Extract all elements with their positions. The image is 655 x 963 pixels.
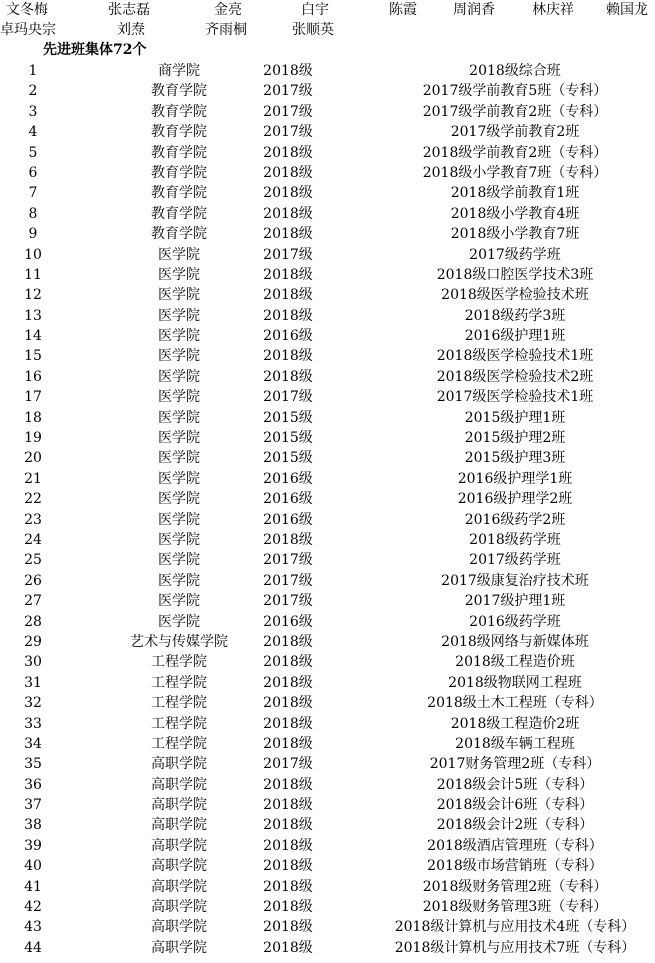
row-number: 23 bbox=[24, 511, 42, 528]
grade-cell: 2017级 bbox=[263, 593, 313, 610]
table-row bbox=[0, 163, 655, 183]
class-name-cell: 2017级学前教育5班（专科） bbox=[422, 83, 608, 100]
row-number: 19 bbox=[24, 430, 42, 447]
names-row-2 bbox=[0, 20, 655, 40]
college-cell: 高职学院 bbox=[151, 939, 207, 956]
college-cell: 高职学院 bbox=[151, 878, 207, 895]
table-row bbox=[0, 734, 655, 754]
grade-cell: 2017级 bbox=[263, 552, 313, 569]
grade-cell: 2018级 bbox=[263, 939, 313, 956]
college-cell: 医学院 bbox=[158, 328, 200, 345]
class-name-cell: 2018级小学教育4班 bbox=[450, 205, 580, 222]
table-row bbox=[0, 673, 655, 693]
row-number: 20 bbox=[24, 450, 42, 467]
class-name-cell: 2018级酒店管理班（专科） bbox=[427, 837, 603, 854]
grade-cell: 2018级 bbox=[263, 899, 313, 916]
class-name-cell: 2018级会计5班（专科） bbox=[436, 776, 594, 793]
table-row bbox=[0, 428, 655, 448]
person-name: 白宇 bbox=[301, 2, 329, 18]
college-cell: 高职学院 bbox=[151, 817, 207, 834]
table-row bbox=[0, 245, 655, 265]
grade-cell: 2018级 bbox=[263, 797, 313, 814]
grade-cell: 2017级 bbox=[263, 103, 313, 120]
grade-cell: 2017级 bbox=[263, 246, 313, 263]
row-number: 26 bbox=[24, 572, 42, 589]
class-name-cell: 2018级财务管理3班（专科） bbox=[422, 899, 608, 916]
table-row bbox=[0, 122, 655, 142]
grade-cell: 2018级 bbox=[263, 287, 313, 304]
class-name-cell: 2018级小学教育7班（专科） bbox=[422, 164, 608, 181]
college-cell: 医学院 bbox=[158, 531, 200, 548]
college-cell: 教育学院 bbox=[151, 164, 207, 181]
row-number: 11 bbox=[24, 266, 42, 283]
class-name-cell: 2015级护理1班 bbox=[464, 409, 566, 426]
table-row bbox=[0, 61, 655, 81]
row-number: 31 bbox=[24, 674, 42, 691]
table-row bbox=[0, 204, 655, 224]
row-number: 40 bbox=[24, 858, 42, 875]
row-number: 24 bbox=[24, 531, 42, 548]
table-row bbox=[0, 346, 655, 366]
college-cell: 艺术与传媒学院 bbox=[130, 633, 228, 650]
person-name: 张顺英 bbox=[292, 22, 334, 38]
grade-cell: 2018级 bbox=[263, 368, 313, 385]
person-name: 陈霞 bbox=[389, 2, 417, 18]
grade-cell: 2018级 bbox=[263, 63, 313, 79]
section-title: 先进班集体72个 bbox=[43, 42, 147, 58]
grade-cell: 2018级 bbox=[263, 776, 313, 793]
college-cell: 商学院 bbox=[158, 63, 200, 79]
class-name-cell: 2018级物联网工程班 bbox=[448, 674, 582, 691]
table-row bbox=[0, 836, 655, 856]
row-number: 15 bbox=[24, 348, 42, 365]
row-number: 25 bbox=[24, 552, 42, 569]
row-number: 3 bbox=[28, 103, 38, 120]
table-row bbox=[0, 448, 655, 468]
college-cell: 工程学院 bbox=[151, 735, 207, 752]
grade-cell: 2015级 bbox=[263, 430, 313, 447]
table-row bbox=[0, 489, 655, 509]
person-name: 文冬梅 bbox=[6, 2, 48, 18]
grade-cell: 2018级 bbox=[263, 164, 313, 181]
table-row bbox=[0, 612, 655, 632]
grade-cell: 2018级 bbox=[263, 185, 313, 202]
row-number: 28 bbox=[24, 613, 42, 630]
table-row bbox=[0, 550, 655, 570]
row-number: 21 bbox=[24, 470, 42, 487]
row-number: 38 bbox=[24, 817, 42, 834]
college-cell: 医学院 bbox=[158, 389, 200, 406]
row-number: 4 bbox=[28, 124, 38, 141]
row-number: 2 bbox=[28, 83, 38, 100]
college-cell: 工程学院 bbox=[151, 715, 207, 732]
table-row bbox=[0, 938, 655, 958]
college-cell: 医学院 bbox=[158, 307, 200, 324]
grade-cell: 2018级 bbox=[263, 837, 313, 854]
row-number: 7 bbox=[28, 185, 38, 202]
table-row bbox=[0, 917, 655, 937]
table-row bbox=[0, 306, 655, 326]
table-row bbox=[0, 795, 655, 815]
college-cell: 教育学院 bbox=[151, 205, 207, 222]
college-cell: 医学院 bbox=[158, 266, 200, 283]
class-name-cell: 2016级护理学2班 bbox=[457, 491, 573, 508]
row-number: 36 bbox=[24, 776, 42, 793]
grade-cell: 2016级 bbox=[263, 328, 313, 345]
grade-cell: 2018级 bbox=[263, 266, 313, 283]
class-name-cell: 2018级医学检验技术2班 bbox=[436, 368, 594, 385]
class-name-cell: 2018级会计6班（专科） bbox=[436, 797, 594, 814]
grade-cell: 2015级 bbox=[263, 450, 313, 467]
grade-cell: 2016级 bbox=[263, 470, 313, 487]
row-number: 27 bbox=[24, 593, 42, 610]
row-number: 9 bbox=[28, 226, 38, 243]
college-cell: 高职学院 bbox=[151, 919, 207, 936]
college-cell: 高职学院 bbox=[151, 797, 207, 814]
table-row bbox=[0, 530, 655, 550]
row-number: 8 bbox=[28, 205, 38, 222]
college-cell: 医学院 bbox=[158, 470, 200, 487]
class-name-cell: 2015级护理3班 bbox=[464, 450, 566, 467]
class-name-cell: 2016级护理1班 bbox=[464, 328, 566, 345]
class-name-cell: 2018级车辆工程班 bbox=[455, 735, 575, 752]
row-number: 43 bbox=[24, 919, 42, 936]
person-name: 赖国龙 bbox=[606, 2, 648, 18]
table-row bbox=[0, 571, 655, 591]
grade-cell: 2016级 bbox=[263, 511, 313, 528]
table-row bbox=[0, 326, 655, 346]
table-row bbox=[0, 224, 655, 244]
table-row bbox=[0, 754, 655, 774]
college-cell: 高职学院 bbox=[151, 858, 207, 875]
grade-cell: 2018级 bbox=[263, 226, 313, 243]
table-row bbox=[0, 510, 655, 530]
class-name-cell: 2018级药学班 bbox=[469, 531, 561, 548]
class-name-cell: 2018级小学教育7班 bbox=[450, 226, 580, 243]
college-cell: 高职学院 bbox=[151, 776, 207, 793]
class-name-cell: 2018级计算机与应用技术7班（专科） bbox=[394, 939, 636, 956]
class-name-cell: 2016级药学2班 bbox=[464, 511, 566, 528]
class-name-cell: 2018级计算机与应用技术4班（专科） bbox=[394, 919, 636, 936]
class-name-cell: 2017级学前教育2班 bbox=[450, 124, 580, 141]
person-name: 林庆祥 bbox=[532, 2, 574, 18]
college-cell: 高职学院 bbox=[151, 899, 207, 916]
table-row bbox=[0, 714, 655, 734]
college-cell: 医学院 bbox=[158, 246, 200, 263]
table-row bbox=[0, 469, 655, 489]
grade-cell: 2018级 bbox=[263, 695, 313, 712]
grade-cell: 2018级 bbox=[263, 715, 313, 732]
class-name-cell: 2018级财务管理2班（专科） bbox=[422, 878, 608, 895]
college-cell: 工程学院 bbox=[151, 674, 207, 691]
class-name-cell: 2018级药学3班 bbox=[464, 307, 566, 324]
college-cell: 医学院 bbox=[158, 552, 200, 569]
table-row bbox=[0, 591, 655, 611]
class-table bbox=[0, 61, 655, 958]
table-row bbox=[0, 856, 655, 876]
person-name: 周润香 bbox=[453, 2, 495, 18]
class-name-cell: 2018级医学检验技术1班 bbox=[436, 348, 594, 365]
college-cell: 教育学院 bbox=[151, 226, 207, 243]
person-name: 卓玛央宗 bbox=[0, 22, 56, 38]
class-name-cell: 2018级医学检验技术班 bbox=[441, 287, 589, 304]
table-row bbox=[0, 102, 655, 122]
row-number: 41 bbox=[24, 878, 42, 895]
class-name-cell: 2017财务管理2班（专科） bbox=[429, 756, 601, 773]
row-number: 6 bbox=[28, 164, 38, 181]
class-name-cell: 2016级护理学1班 bbox=[457, 470, 573, 487]
grade-cell: 2018级 bbox=[263, 205, 313, 222]
row-number: 37 bbox=[24, 797, 42, 814]
class-name-cell: 2017级医学检验技术1班 bbox=[436, 389, 594, 406]
class-name-cell: 2018级综合班 bbox=[469, 63, 561, 79]
class-name-cell: 2018级网络与新媒体班 bbox=[441, 633, 589, 650]
names-row-1 bbox=[0, 0, 655, 20]
grade-cell: 2017级 bbox=[263, 572, 313, 589]
table-row bbox=[0, 183, 655, 203]
table-row bbox=[0, 285, 655, 305]
grade-cell: 2018级 bbox=[263, 817, 313, 834]
class-name-cell: 2015级护理2班 bbox=[464, 430, 566, 447]
class-name-cell: 2018级学前教育2班（专科） bbox=[422, 144, 608, 161]
table-row bbox=[0, 775, 655, 795]
class-name-cell: 2018级工程造价2班 bbox=[450, 715, 580, 732]
class-name-cell: 2018级学前教育1班 bbox=[450, 185, 580, 202]
grade-cell: 2018级 bbox=[263, 674, 313, 691]
class-name-cell: 2017级学前教育2班（专科） bbox=[422, 103, 608, 120]
row-number: 33 bbox=[24, 715, 42, 732]
grade-cell: 2018级 bbox=[263, 919, 313, 936]
table-row bbox=[0, 81, 655, 101]
table-row bbox=[0, 693, 655, 713]
college-cell: 医学院 bbox=[158, 368, 200, 385]
college-cell: 高职学院 bbox=[151, 837, 207, 854]
college-cell: 高职学院 bbox=[151, 756, 207, 773]
person-name: 刘焘 bbox=[117, 22, 145, 38]
class-name-cell: 2018级会计2班（专科） bbox=[436, 817, 594, 834]
person-name: 张志磊 bbox=[108, 2, 150, 18]
grade-cell: 2018级 bbox=[263, 858, 313, 875]
table-row bbox=[0, 897, 655, 917]
row-number: 13 bbox=[24, 307, 42, 324]
row-number: 16 bbox=[24, 368, 42, 385]
table-row bbox=[0, 632, 655, 652]
class-name-cell: 2017级康复治疗技术班 bbox=[441, 572, 589, 589]
class-name-cell: 2017级药学班 bbox=[469, 552, 561, 569]
grade-cell: 2016级 bbox=[263, 613, 313, 630]
table-row bbox=[0, 877, 655, 897]
college-cell: 医学院 bbox=[158, 287, 200, 304]
row-number: 44 bbox=[24, 939, 42, 956]
college-cell: 医学院 bbox=[158, 348, 200, 365]
college-cell: 教育学院 bbox=[151, 103, 207, 120]
college-cell: 医学院 bbox=[158, 450, 200, 467]
class-name-cell: 2017级护理1班 bbox=[464, 593, 566, 610]
grade-cell: 2018级 bbox=[263, 307, 313, 324]
row-number: 22 bbox=[24, 491, 42, 508]
row-number: 30 bbox=[24, 654, 42, 671]
row-number: 10 bbox=[24, 246, 42, 263]
college-cell: 医学院 bbox=[158, 593, 200, 610]
row-number: 42 bbox=[24, 899, 42, 916]
row-number: 1 bbox=[28, 63, 38, 79]
class-name-cell: 2018级口腔医学技术3班 bbox=[436, 266, 594, 283]
table-row bbox=[0, 265, 655, 285]
grade-cell: 2016级 bbox=[263, 491, 313, 508]
grade-cell: 2017级 bbox=[263, 756, 313, 773]
grade-cell: 2015级 bbox=[263, 409, 313, 426]
college-cell: 教育学院 bbox=[151, 144, 207, 161]
table-row bbox=[0, 652, 655, 672]
table-row bbox=[0, 143, 655, 163]
person-name: 金亮 bbox=[214, 2, 242, 18]
grade-cell: 2017级 bbox=[263, 124, 313, 141]
class-name-cell: 2018级土木工程班（专科） bbox=[427, 695, 603, 712]
class-name-cell: 2018级工程造价班 bbox=[455, 654, 575, 671]
grade-cell: 2017级 bbox=[263, 83, 313, 100]
row-number: 17 bbox=[24, 389, 42, 406]
table-row bbox=[0, 408, 655, 428]
row-number: 34 bbox=[24, 735, 42, 752]
grade-cell: 2018级 bbox=[263, 654, 313, 671]
row-number: 12 bbox=[24, 287, 42, 304]
row-number: 14 bbox=[24, 328, 42, 345]
class-name-cell: 2018级市场营销班（专科） bbox=[427, 858, 603, 875]
row-number: 5 bbox=[28, 144, 38, 161]
college-cell: 医学院 bbox=[158, 511, 200, 528]
grade-cell: 2018级 bbox=[263, 144, 313, 161]
college-cell: 工程学院 bbox=[151, 654, 207, 671]
college-cell: 教育学院 bbox=[151, 83, 207, 100]
college-cell: 教育学院 bbox=[151, 124, 207, 141]
table-row bbox=[0, 387, 655, 407]
grade-cell: 2018级 bbox=[263, 531, 313, 548]
college-cell: 医学院 bbox=[158, 491, 200, 508]
college-cell: 医学院 bbox=[158, 430, 200, 447]
grade-cell: 2017级 bbox=[263, 389, 313, 406]
college-cell: 教育学院 bbox=[151, 185, 207, 202]
grade-cell: 2018级 bbox=[263, 735, 313, 752]
row-number: 18 bbox=[24, 409, 42, 426]
grade-cell: 2018级 bbox=[263, 633, 313, 650]
class-name-cell: 2017级药学班 bbox=[469, 246, 561, 263]
grade-cell: 2018级 bbox=[263, 348, 313, 365]
row-number: 29 bbox=[24, 633, 42, 650]
table-row bbox=[0, 815, 655, 835]
person-name: 齐雨桐 bbox=[205, 22, 247, 38]
college-cell: 医学院 bbox=[158, 572, 200, 589]
table-row bbox=[0, 367, 655, 387]
college-cell: 医学院 bbox=[158, 613, 200, 630]
college-cell: 工程学院 bbox=[151, 695, 207, 712]
row-number: 39 bbox=[24, 837, 42, 854]
college-cell: 医学院 bbox=[158, 409, 200, 426]
class-name-cell: 2016级药学班 bbox=[469, 613, 561, 630]
row-number: 35 bbox=[24, 756, 42, 773]
row-number: 32 bbox=[24, 695, 42, 712]
grade-cell: 2018级 bbox=[263, 878, 313, 895]
